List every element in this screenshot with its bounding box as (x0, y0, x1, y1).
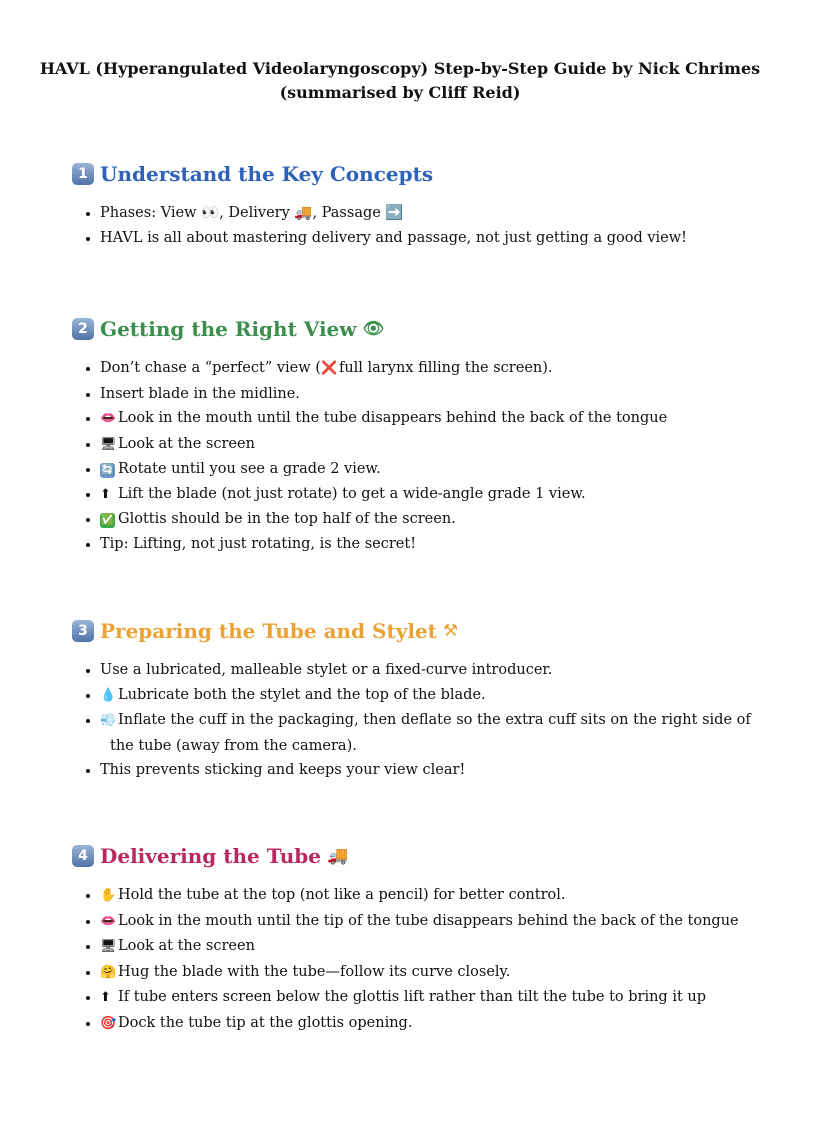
title-subtitle: (summarised by Cliff Reid) (279, 83, 521, 102)
item-text: Hold the tube at the top (not like a pencil) for better control. (118, 887, 566, 903)
list-item: • Use a lubricated, malleable stylet or a fixed-curve introducer. (100, 658, 752, 683)
section-title: Getting the Right View (100, 317, 357, 341)
list-item (100, 683, 752, 709)
item-text: full larynx filling the screen). (338, 360, 553, 376)
number-2-icon: 2 (72, 318, 94, 340)
list-item: • This prevents sticking and keeps your view clear! (100, 758, 752, 783)
section-heading (72, 618, 752, 644)
item-text: Glottis should be in the top half of the screen. (118, 511, 456, 527)
item-text: Inflate the cuff in the packaging, then deflate so the extra cuff sits on the right side of (118, 712, 751, 728)
section-tube-stylet (72, 618, 752, 783)
item-text: Lift the blade (not just rotate) to get a wide-angle grade 1 view. (118, 485, 586, 502)
eye-icon: 👁 (362, 319, 385, 339)
item-text: Hug the blade with the tube—follow its curve closely. (118, 963, 511, 980)
list-item: • Phases: View 👀, Delivery 🚚, Passage ➡️ (100, 201, 752, 226)
item-text: Look at the screen (118, 435, 255, 452)
bullet-list (72, 658, 752, 783)
section-heading (72, 843, 752, 869)
wind-icon: 💨 (100, 713, 117, 728)
hug-face-icon: 🤗 (100, 964, 117, 980)
item-text: Lubricate both the stylet and the top of the blade. (118, 686, 486, 703)
up-arrow-icon: ⬆ (100, 486, 111, 502)
list-item: • Insert blade in the midline. (100, 382, 752, 407)
number-1-icon: 1 (72, 163, 94, 185)
lips-icon: 👄 (100, 913, 117, 929)
number-4-icon: 4 (72, 845, 94, 867)
item-text: Don’t chase a “perfect” view ( (100, 360, 321, 376)
lips-icon: 👄 (100, 411, 117, 426)
truck-icon: 🚚 (327, 846, 349, 866)
list-item (100, 356, 752, 382)
document-title (0, 58, 800, 103)
section-title: Understand the Key Concepts (100, 162, 434, 186)
list-item: • HAVL is all about mastering delivery and passage, not just getting a good view! (100, 226, 752, 251)
rotate-icon: 🔄 (100, 463, 115, 476)
bullet-list (72, 356, 752, 556)
list-item (100, 960, 752, 986)
monitor-icon: 🖥 (100, 436, 117, 452)
section-title: Delivering the Tube (100, 844, 321, 868)
item-text: If tube enters screen below the glottis lift rather than tilt the tube to bring it up (118, 989, 707, 1005)
list-item (100, 507, 752, 532)
section-heading (72, 161, 752, 187)
item-text: Look at the screen (118, 938, 255, 954)
up-arrow-icon: ⬆ (100, 990, 111, 1005)
list-item (100, 406, 752, 432)
list-item (100, 1011, 752, 1037)
list-item (100, 909, 752, 935)
item-text: Look in the mouth until the tube disappears behind the back of the tongue (118, 410, 668, 426)
target-icon: 🎯 (100, 1015, 117, 1031)
item-text: Dock the tube tip at the glottis opening. (118, 1014, 413, 1031)
title-main: HAVL (Hyperangulated Videolaryngoscopy) Step-by-Step Guide by Nick Chrimes (39, 59, 761, 78)
list-item (100, 457, 752, 482)
bullet-list (72, 201, 752, 250)
list-item (100, 934, 752, 960)
list-item (100, 482, 752, 508)
item-text-continued: the tube (away from the camera). (110, 737, 357, 754)
list-item (100, 985, 752, 1011)
list-item (100, 432, 752, 458)
hand-icon: ✋ (100, 888, 117, 903)
list-item (100, 708, 752, 758)
bullet-list (72, 883, 752, 1036)
checkmark-icon: ✅ (100, 513, 115, 526)
section-right-view (72, 316, 752, 556)
number-3-icon: 3 (72, 620, 94, 642)
item-text: Look in the mouth until the tip of the tube disappears behind the back of the tongue (118, 912, 739, 929)
section-heading (72, 316, 752, 342)
item-text: Rotate until you see a grade 2 view. (118, 461, 381, 477)
cross-icon: ❌ (320, 361, 338, 376)
list-item (100, 883, 752, 909)
droplet-icon: 💧 (100, 687, 117, 703)
section-title: Preparing the Tube and Stylet (100, 619, 437, 643)
section-key-concepts (72, 161, 752, 250)
monitor-icon: 🖥 (100, 939, 117, 954)
section-delivering-tube (72, 843, 752, 1036)
list-item: • Tip: Lifting, not just rotating, is the secret! (100, 532, 752, 557)
tools-icon: ⚒ (442, 621, 459, 641)
